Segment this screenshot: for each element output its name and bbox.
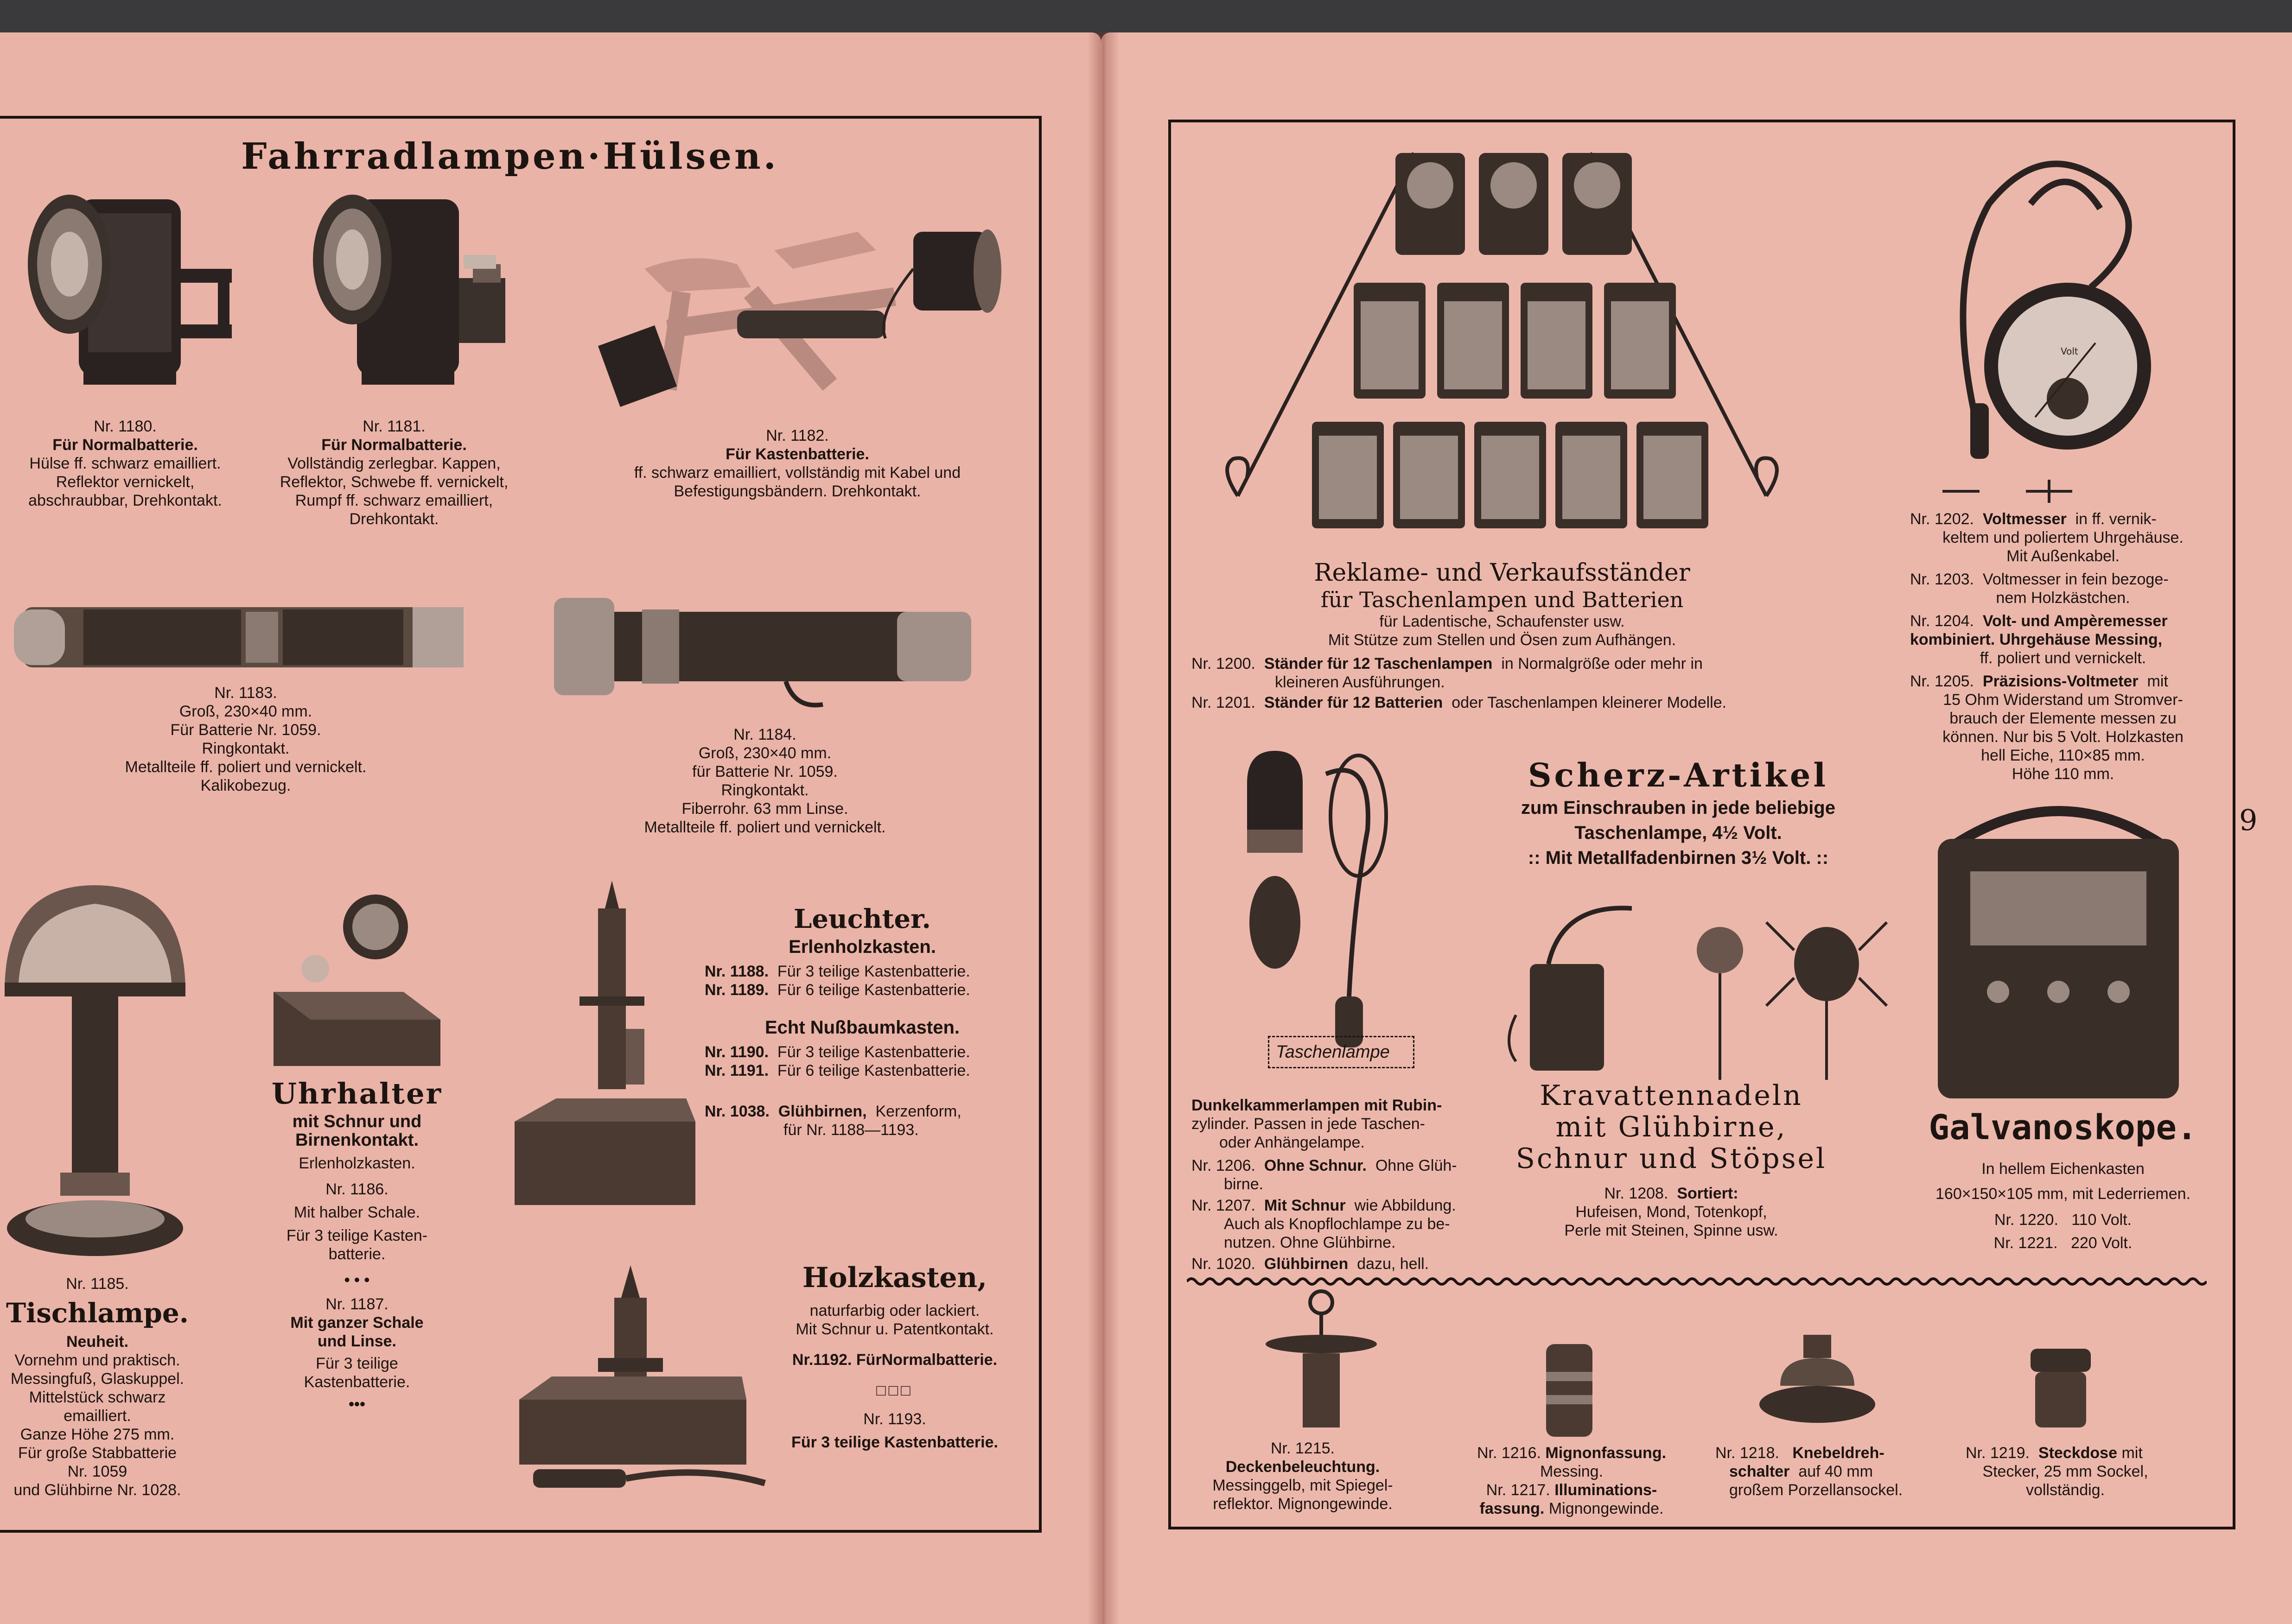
product-1206-desc-2: birne.	[1224, 1175, 1264, 1193]
product-1204-number: Nr. 1204.	[1910, 612, 1974, 630]
product-1208-desc-1: Hufeisen, Mond, Totenkopf,	[1575, 1203, 1767, 1221]
product-1180-desc-3: abschraubbar, Drehkontakt.	[28, 492, 222, 509]
product-1208-number: Nr. 1208.	[1604, 1185, 1668, 1202]
uhrhalter-title: Uhrhalter	[271, 1077, 443, 1110]
page-number: 9	[2239, 803, 2258, 837]
scherz-title: Scherz-Artikel	[1528, 756, 1829, 794]
galvanoscope-image	[1929, 797, 2188, 1103]
product-1184-desc-3: Ringkontakt.	[721, 781, 809, 799]
product-1206-desc-1: Ohne Glüh-	[1375, 1157, 1457, 1174]
product-1219-desc-2: Stecker, 25 mm Sockel,	[1982, 1463, 2148, 1480]
product-1205-desc-2: 15 Ohm Widerstand um Stromver-	[1943, 691, 2183, 709]
product-1182-desc-1: ff. schwarz emailliert, vollständig mit Kabel und	[634, 464, 961, 482]
dots-separator: • • •	[344, 1271, 370, 1289]
product-1206-number: Nr. 1206.	[1191, 1157, 1255, 1174]
product-1182-number: Nr. 1182.	[766, 427, 829, 444]
product-1201-title: Ständer für 12 Batterien	[1264, 694, 1443, 711]
product-1184-desc-1: Groß, 230×40 mm.	[698, 744, 832, 762]
tie-pins-block	[1474, 1080, 1868, 1174]
product-1185-desc-1: Vornehm und praktisch.	[14, 1351, 180, 1369]
rotary-switch-image	[1757, 1335, 1878, 1427]
bicycle-lamp-1182-image	[598, 222, 1015, 408]
stand-desc-2: Mit Stütze zum Stellen und Ösen zum Aufhängen.	[1328, 631, 1676, 649]
product-1185-desc-7: Nr. 1059	[67, 1463, 127, 1480]
product-1216-desc: Messing.	[1540, 1463, 1604, 1480]
product-1200-desc: in Normalgröße oder mehr in	[1501, 655, 1703, 672]
voltmeter-dial-label: Volt	[2061, 346, 2078, 357]
product-1207-title: Mit Schnur	[1264, 1197, 1346, 1214]
product-1038-number: Nr. 1038.	[705, 1103, 770, 1120]
product-1180-number: Nr. 1180.	[94, 418, 157, 435]
product-1215-title: Deckenbeleuchtung.	[1225, 1458, 1380, 1476]
product-1203-number: Nr. 1203.	[1910, 571, 1974, 588]
section-title-fahrradlampen: Fahrradlampen·Hülsen.	[241, 135, 779, 178]
product-1188-number: Nr. 1188.	[705, 963, 769, 980]
product-1216-number: Nr. 1216.	[1477, 1444, 1541, 1462]
product-1200-title: Ständer für 12 Taschenlampen	[1264, 655, 1493, 672]
product-1185-caption	[0, 1275, 195, 1293]
leuchter-sub-1: Erlenholzkasten.	[789, 937, 936, 957]
product-1216-caption	[1460, 1444, 1683, 1518]
product-1202-desc-1: in ff. vernik-	[2075, 510, 2157, 528]
product-1185-title: Tischlampe.	[6, 1297, 189, 1329]
product-1203-desc-2: nem Holzkästchen.	[1996, 589, 2130, 607]
product-1217-desc: Mignongewinde.	[1548, 1500, 1664, 1517]
product-1180-desc-1: Hülse ff. schwarz emailliert.	[29, 455, 221, 472]
product-1205-desc-5: hell Eiche, 110×85 mm.	[1981, 747, 2145, 764]
product-1181-desc-2: Reflektor, Schwebe ff. vernickelt,	[280, 473, 509, 491]
product-1207-desc-3: nutzen. Ohne Glühbirne.	[1224, 1234, 1396, 1251]
product-1205-desc-3: brauch der Elemente messen zu	[1949, 710, 2177, 727]
product-1184-desc-2: für Batterie Nr. 1059.	[692, 763, 838, 780]
product-1193-number: Nr. 1193.	[863, 1410, 926, 1428]
product-1201-number: Nr. 1201.	[1191, 694, 1255, 711]
product-1191-number: Nr. 1191.	[705, 1062, 769, 1079]
product-1219-desc-3: vollständig.	[2025, 1481, 2105, 1499]
product-1207-number: Nr. 1207.	[1191, 1197, 1255, 1214]
product-1180-title: Für Normalbatterie.	[52, 436, 198, 454]
product-1221-number: Nr. 1221.	[1993, 1234, 2058, 1252]
product-1218-title: Knebeldreh-	[1792, 1444, 1885, 1462]
product-1186-number: Nr. 1186.	[325, 1180, 388, 1198]
boxes-separator: □□□	[876, 1382, 913, 1399]
product-1184-number: Nr. 1184.	[733, 726, 796, 743]
flashlight-1183-image	[14, 598, 473, 677]
bicycle-lamp-1181-image	[297, 185, 528, 403]
stand-title: Reklame- und Verkaufsständer	[1314, 559, 1690, 587]
product-1183-number: Nr. 1183.	[214, 684, 277, 702]
product-1185-neuheit: Neuheit.	[66, 1333, 129, 1351]
galvanoscope-block	[1887, 1108, 2239, 1252]
scherz-desc-3: :: Mit Metallfadenbirnen 3½ Volt. ::	[1528, 848, 1829, 868]
bicycle-lamp-1180-image	[14, 185, 241, 403]
tie-pins-title-1: Kravattennadeln	[1540, 1079, 1803, 1112]
product-1205-desc-4: können. Nur bis 5 Volt. Holzkasten	[1942, 728, 2184, 746]
holzkasten-desc-1: naturfarbig oder lackiert.	[809, 1302, 980, 1320]
product-1186-desc-2: Für 3 teilige Kasten-	[286, 1227, 428, 1244]
product-1181-number: Nr. 1181.	[363, 418, 426, 435]
darkroom-lamp-frame	[1268, 1036, 1414, 1068]
candle-lamp-image	[510, 881, 705, 1214]
product-1183-desc-5: Kalikobezug.	[200, 777, 291, 794]
product-1181-desc-4: Drehkontakt.	[349, 510, 439, 528]
product-1187-desc-2: und Linse.	[318, 1332, 396, 1350]
product-1202-number: Nr. 1202.	[1910, 510, 1974, 528]
product-1218-desc-2: großem Porzellansockel.	[1729, 1481, 1903, 1499]
product-1186-desc-1: Mit halber Schale.	[293, 1204, 420, 1221]
product-1183-desc-2: Für Batterie Nr. 1059.	[170, 721, 321, 739]
product-1187-desc-1: Mit ganzer Schale	[290, 1314, 424, 1332]
product-1219-title: Steckdose	[2038, 1444, 2117, 1462]
dots-separator-2: •••	[349, 1396, 365, 1413]
product-1181-desc-1: Vollständig zerlegbar. Kappen,	[287, 455, 501, 472]
product-1187-desc-3: Für 3 teilige	[316, 1355, 398, 1372]
galvanoscope-desc-2: 160×150×105 mm, mit Lederriemen.	[1935, 1185, 2190, 1203]
product-1215-desc-2: reflektor. Mignongewinde.	[1213, 1495, 1393, 1513]
product-1216-title: Mignonfassung.	[1545, 1444, 1667, 1462]
product-1192-row: Nr.1192. FürNormalbatterie.	[792, 1351, 998, 1369]
product-1218-caption	[1715, 1444, 1929, 1499]
product-1020-desc: dazu, hell.	[1357, 1255, 1429, 1273]
darkroom-lamp-desc-3: oder Anhängelampe.	[1219, 1134, 1365, 1151]
product-1217-title: Illuminations-	[1554, 1481, 1657, 1499]
uhrhalter-wood: Erlenholzkasten.	[299, 1155, 415, 1172]
product-1207-desc-2: Auch als Knopflochlampe zu be-	[1224, 1215, 1450, 1233]
product-1185-desc-4: emailliert.	[64, 1407, 131, 1425]
darkroom-lamp-desc-2: zylinder. Passen in jede Taschen-	[1191, 1115, 1426, 1133]
product-1206-title: Ohne Schnur.	[1264, 1157, 1367, 1174]
product-1220-number: Nr. 1220.	[1994, 1211, 2058, 1229]
product-1185-number: Nr. 1185.	[66, 1275, 129, 1293]
watch-holder-image	[264, 881, 445, 1075]
product-1221-desc: 220 Volt.	[2070, 1234, 2133, 1252]
stand-subtitle: für Taschenlampen und Batterien	[1320, 587, 1684, 612]
product-1215-number: Nr. 1215.	[1271, 1440, 1335, 1457]
product-1219-caption	[1966, 1444, 2207, 1499]
product-1202-title: Voltmesser	[1982, 510, 2067, 528]
book-gutter	[1087, 32, 1120, 1624]
product-1203-desc-1: Voltmesser in fein bezoge-	[1982, 571, 2169, 588]
tie-pins-image	[1488, 894, 1896, 1089]
leuchter-title: Leuchter.	[794, 904, 931, 934]
product-1219-desc-1: mit	[2121, 1444, 2143, 1462]
product-1187-desc-4: Kastenbatterie.	[304, 1373, 410, 1391]
product-1201-desc: oder Taschenlampen kleinerer Modelle.	[1452, 694, 1727, 711]
tie-pins-desc	[1474, 1184, 1868, 1240]
stand-rows	[1191, 654, 1840, 712]
product-1188-desc: Für 3 teilige Kastenbatterie.	[777, 963, 970, 980]
product-1189-number: Nr. 1189.	[705, 981, 769, 999]
mignon-socket-image	[1534, 1339, 1604, 1441]
scherz-block	[1470, 755, 1887, 870]
holzkasten-title: Holzkasten,	[802, 1262, 987, 1294]
product-1204-title: Volt- und Ampèremesser	[1982, 612, 2168, 630]
wavy-divider	[1187, 1275, 2207, 1288]
tie-pins-title-2: mit Glühbirne,	[1555, 1111, 1787, 1143]
ceiling-light-image	[1261, 1288, 1382, 1441]
galvanoscope-title: Galvanoskope.	[1929, 1108, 2197, 1148]
product-1185-desc-5: Ganze Höhe 275 mm.	[20, 1426, 175, 1443]
stand-desc-1: für Ladentische, Schaufenster usw.	[1379, 613, 1625, 630]
darkroom-lamp-image	[1233, 746, 1419, 1066]
product-1191-desc: Für 6 teilige Kastenbatterie.	[777, 1062, 970, 1079]
product-1038-desc-2: für Nr. 1188—1193.	[783, 1121, 919, 1139]
product-1202-desc-2: keltem und poliertem Uhrgehäuse.	[1942, 529, 2184, 546]
product-1184-caption	[598, 725, 932, 837]
product-1183-desc-4: Metallteile ff. poliert und vernickelt.	[125, 758, 367, 776]
scherz-desc-1: zum Einschrauben in jede beliebige	[1521, 798, 1835, 818]
product-1186-desc-3: batterie.	[328, 1245, 386, 1263]
uhrhalter-sub-2: Birnenkontakt.	[295, 1130, 419, 1150]
holzkasten-block	[770, 1261, 1020, 1452]
product-1219-number: Nr. 1219.	[1966, 1444, 2030, 1462]
tie-pins-title-3: Schnur und Stöpsel	[1515, 1142, 1827, 1175]
product-1180-caption	[0, 417, 250, 510]
product-1218-desc-1: auf 40 mm	[1798, 1463, 1873, 1480]
product-1184-desc-5: Metallteile ff. poliert und vernickelt.	[644, 818, 886, 836]
product-1181-caption	[250, 417, 538, 528]
darkroom-lamp-desc	[1191, 1096, 1507, 1273]
product-1205-desc-6: Höhe 110 mm.	[2012, 765, 2114, 783]
product-1183-desc-3: Ringkontakt.	[202, 740, 290, 757]
product-1187-number: Nr. 1187.	[325, 1295, 388, 1313]
product-1217-title-2: fassung.	[1479, 1500, 1545, 1517]
product-1217-number: Nr. 1217.	[1486, 1481, 1550, 1499]
product-1193-row: Für 3 teilige Kastenbatterie.	[791, 1434, 998, 1451]
product-1184-desc-4: Fiberrohr. 63 mm Linse.	[681, 800, 848, 818]
flashlight-1184-image	[554, 589, 980, 728]
scherz-desc-2: Taschenlampe, 4½ Volt.	[1574, 823, 1782, 843]
leuchter-block	[705, 904, 1020, 1139]
product-1189-desc: Für 6 teilige Kastenbatterie.	[777, 981, 970, 999]
voltmeter-image	[1915, 148, 2160, 505]
table-lamp-1185-image	[0, 876, 195, 1270]
product-1204-desc-1: kombiniert. Uhrgehäuse Messing,	[1910, 631, 2163, 648]
product-1185-desc-6: Für große Stabbatterie	[18, 1444, 177, 1462]
product-1218-title-2: schalter	[1729, 1463, 1790, 1480]
product-1205-desc-1: mit	[2147, 672, 2168, 690]
uhrhalter-sub-1: mit Schnur und	[292, 1112, 422, 1131]
product-1215-desc-1: Messinggelb, mit Spiegel-	[1212, 1477, 1393, 1494]
uhrhalter-desc	[250, 1112, 464, 1414]
product-1208-desc-2: Perle mit Steinen, Spinne usw.	[1564, 1222, 1778, 1239]
product-1215-caption	[1210, 1439, 1395, 1513]
product-1182-title: Für Kastenbatterie.	[726, 445, 869, 463]
product-1182-desc-2: Befestigungsbändern. Drehkontakt.	[674, 482, 921, 500]
wood-box-lamp-image	[515, 1265, 774, 1506]
product-1181-desc-3: Rumpf ff. schwarz emailliert,	[295, 492, 493, 509]
product-1200-desc-2: kleineren Ausführungen.	[1275, 673, 1445, 691]
voltmeter-rows	[1910, 510, 2216, 783]
product-1183-caption	[88, 684, 403, 795]
product-1185-desc	[0, 1332, 213, 1499]
product-1190-desc: Für 3 teilige Kastenbatterie.	[777, 1043, 970, 1061]
stand-caption	[1201, 558, 1803, 649]
product-1180-desc-2: Reflektor vernickelt,	[56, 473, 195, 491]
product-1218-number: Nr. 1218.	[1715, 1444, 1779, 1462]
product-1181-title: Für Normalbatterie.	[321, 436, 467, 454]
darkroom-lamp-label: Taschenlampe	[1276, 1042, 1390, 1062]
product-1190-number: Nr. 1190.	[705, 1043, 769, 1061]
product-1200-number: Nr. 1200.	[1191, 655, 1255, 672]
holzkasten-desc-2: Mit Schnur u. Patentkontakt.	[796, 1320, 994, 1338]
darkroom-lamp-desc-1: Dunkelkammerlampen mit Rubin-	[1191, 1097, 1442, 1114]
product-1220-desc: 110 Volt.	[2071, 1211, 2132, 1229]
product-1185-desc-3: Mittelstück schwarz	[29, 1389, 166, 1406]
product-1204-desc-2: ff. poliert und vernickelt.	[1980, 649, 2146, 667]
product-1020-title: Glühbirnen	[1264, 1255, 1349, 1273]
product-1183-desc-1: Groß, 230×40 mm.	[179, 703, 312, 720]
product-1207-desc-1: wie Abbildung.	[1354, 1197, 1456, 1214]
leuchter-sub-2: Echt Nußbaumkasten.	[764, 1017, 960, 1038]
galvanoscope-desc-1: In hellem Eichenkasten	[1981, 1160, 2145, 1178]
product-1185-desc-2: Messingfuß, Glaskuppel.	[10, 1370, 185, 1388]
product-1202-desc-3: Mit Außenkabel.	[2006, 547, 2120, 565]
display-stand-image	[1219, 144, 1789, 552]
product-1185-desc-8: und Glühbirne Nr. 1028.	[13, 1481, 181, 1499]
product-1208-title: Sortiert:	[1677, 1185, 1738, 1202]
wall-socket-image	[2026, 1344, 2095, 1432]
product-1182-caption	[589, 426, 1006, 501]
product-1205-title: Präzisions-Voltmeter	[1982, 672, 2139, 690]
product-1038-title: Glühbirnen,	[778, 1103, 867, 1120]
product-1205-number: Nr. 1205.	[1910, 672, 1974, 690]
product-1020-number: Nr. 1020.	[1191, 1255, 1255, 1273]
product-1038-desc: Kerzenform,	[875, 1103, 961, 1120]
